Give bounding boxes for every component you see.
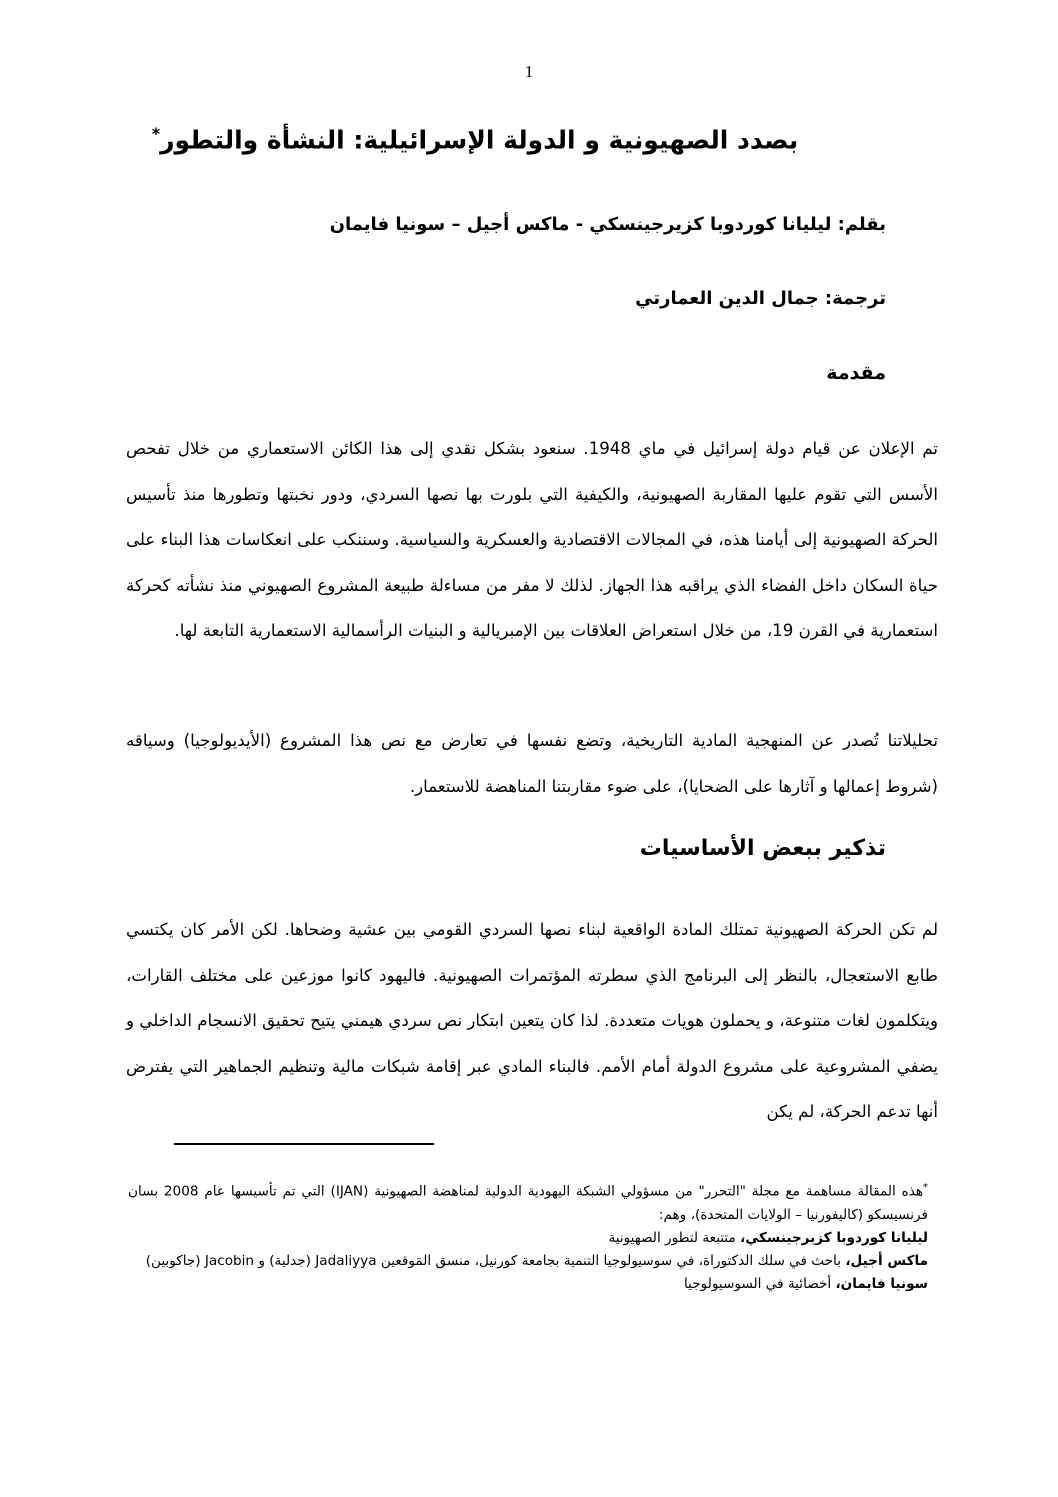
footnote-intro-text: هذه المقالة مساهمة مع مجلة "التحرر" من مسؤولي الشبكة اليهودية الدولية لمناهضة الصهيونية (IJAN) التي تم تأسيسها عام 2008 بسان فرنسيسكو (كاليفورنيا – الولايات المتحدة)، وهم: — [128, 1183, 928, 1223]
footnote-author-3-name: سونيا فايمان، — [835, 1275, 928, 1292]
title-footnote-marker: * — [151, 124, 161, 143]
section-heading-intro: مقدمة — [826, 362, 886, 384]
footnote-author-3-desc: أخصائية في السوسيولوجيا — [684, 1275, 836, 1292]
footnotes — [128, 1176, 928, 1296]
footnote-author-1-desc: متتبعة لتطور الصهيونية — [608, 1229, 741, 1246]
article-title — [130, 124, 820, 154]
footnote-separator — [174, 1143, 434, 1145]
footnote-author-2-name: ماكس أجيل، — [845, 1252, 928, 1269]
footnote-marker: * — [923, 1182, 929, 1193]
page-number: 1 — [524, 62, 534, 81]
paragraph-intro-1: تم الإعلان عن قيام دولة إسرائيل في ماي 1948. سنعود بشكل نقدي إلى هذا الكائن الاستعماري من خلال تفحص الأسس التي تقوم عليها المقاربة الصهيونية، والكيفية التي بلورت بها نصها السردي، ودور نخبتها وتطورها منذ تأسيس الحركة الصهيونية إلى أيامنا هذه، في المجالات الاقتصادية والعسكرية والسياسية. وسننكب على انعكاسات هذا البناء على حياة السكان داخل الفضاء الذي يراقبه هذا الجهاز. لذلك لا مفر من مساءلة طبيعة المشروع الصهيوني منذ نشأته كحركة استعمارية في القرن 19، من خلال استعراض العلاقات بين الإمبريالية و البنيات الرأسمالية الاستعمارية التابعة لها. — [126, 439, 938, 641]
footnote-intro — [128, 1176, 928, 1227]
title-text: بصدد الصهيونية و الدولة الإسرائيلية: النشأة والتطور — [160, 125, 799, 155]
paragraph-intro-2: تحليلاتنا تُصدر عن المنهجية المادية التاريخية، وتضع نفسها في تعارض مع نص هذا المشروع (الأيديولوجيا) وسياقه (شروط إعمالها و آثارها على الضحايا)، على ضوء مقاربتنا المناهضة للاستعمار. — [126, 731, 938, 796]
footnote-author-2 — [128, 1250, 928, 1273]
paragraph-basics-1: لم تكن الحركة الصهيونية تمتلك المادة الواقعية لبناء نصها السردي القومي بين عشية وضحاها. لكن الأمر كان يكتسي طابع الاستعجال، بالنظر إلى البرنامج الذي سطرته المؤتمرات الصهيونية. فاليهود كانوا موزعين على مختلف القارات، ويتكلمون لغات متنوعة، و يحملون هويات متعددة. لذا كان يتعين ابتكار نص سردي هيمني يتيح تحقيق الانسجام الداخلي و يضفي المشروعية على مشروع الدولة أمام الأمم. فالبناء المادي عبر إقامة شبكات مالية وتنظيم الجماهير التي يفترض أنها تدعم الحركة، لم يكن — [126, 920, 938, 1122]
footnote-author-1 — [128, 1227, 928, 1250]
section-heading-basics: تذكير ببعض الأساسيات — [639, 836, 886, 861]
footnote-author-1-name: ليليانا كوردوبا كزيرجينسكي، — [740, 1229, 928, 1246]
authors-byline: بقلم: ليليانا كوردوبا كزيرجينسكي - ماكس أجيل – سونيا فايمان — [329, 214, 886, 235]
translator-line: ترجمة: جمال الدين العمارتي — [635, 288, 886, 309]
footnote-author-3 — [128, 1273, 928, 1296]
footnote-author-2-desc: باحث في سلك الدكتوراة، في سوسيولوجيا التنمية بجامعة كورنيل، منسق المَوقعين Jadaliyya (جدلية) و Jacobin (جاكوبين) — [145, 1252, 846, 1269]
